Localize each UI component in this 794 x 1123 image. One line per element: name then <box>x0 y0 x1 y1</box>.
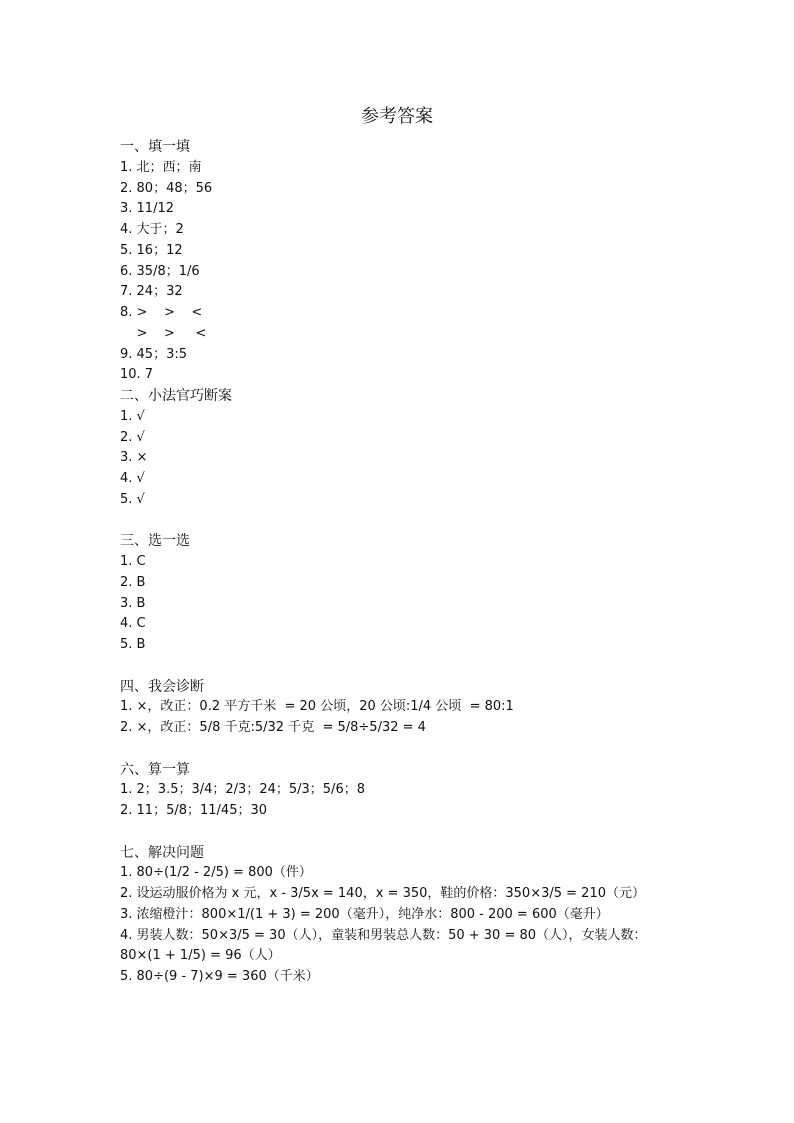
answer-line: 4. C <box>120 616 146 632</box>
answer-line: 2. B <box>120 574 146 590</box>
spacer <box>120 739 680 760</box>
answer-line: 6. 35/8；1/6 <box>120 263 200 279</box>
answer-line: 9. 45；3:5 <box>120 346 187 362</box>
answer-line: 1. 北；西；南 <box>120 159 202 175</box>
section-heading-multiple-choice: 三、选一选 <box>120 533 190 550</box>
spacer <box>120 511 680 532</box>
answer-line: 8. > > < <box>120 305 203 320</box>
answer-line: 2. 11；5/8；11/45；30 <box>120 803 268 818</box>
section-heading-calculate: 六、算一算 <box>120 761 190 778</box>
answer-line: 4. 大于；2 <box>120 222 184 237</box>
answer-line: 3. B <box>120 595 146 611</box>
answer-line: 5. B <box>120 637 146 652</box>
section-heading-fill-blanks: 一、填一填 <box>120 139 190 155</box>
answer-line: 5. 16；12 <box>120 242 183 258</box>
answer-line: 5. 80÷(9 - 7)×9 = 360（千米） <box>120 969 319 984</box>
answer-line: 4. √ <box>120 471 145 486</box>
answer-line: 1. C <box>120 554 146 569</box>
answer-line: 3. 浓缩橙汁：800×1/(1 + 3) = 200（毫升），纯净水：800 - 200 = 600（毫升） <box>120 906 609 922</box>
answer-line: 2. √ <box>120 429 145 445</box>
answer-line: 1. 2；3.5；3/4；2/3；24；5/3；5/6；8 <box>120 782 365 798</box>
answer-line: 10. 7 <box>120 367 154 383</box>
answer-content <box>120 137 680 988</box>
answer-line: 5. √ <box>120 491 145 507</box>
spacer <box>120 656 680 677</box>
answer-line: 1. ×，改正：0.2 平方千米 = 20 公顷，20 公顷:1/4 公顷 = 80:1 <box>120 699 514 715</box>
answer-line: 4. 男装人数：50×3/5 = 30（人），童装和男装总人数：50 + 30 = 80（人），女装人数：80×(1 + 1/5) = 96（人） <box>120 927 647 964</box>
answer-line: 2. ×，改正：5/8 千克:5/32 千克 = 5/8÷5/32 = 4 <box>120 720 426 735</box>
answer-line: 2. 设运动服价格为 x 元，x - 3/5x = 140，x = 350，鞋的价格：350×3/5 = 210（元） <box>120 886 645 901</box>
answer-line: 2. 80；48；56 <box>120 180 213 196</box>
answer-line: 3. × <box>120 450 148 466</box>
answer-line: 7. 24；32 <box>120 284 183 300</box>
answer-line: 3. 11/12 <box>120 201 174 217</box>
answer-line: 1. 80÷(1/2 - 2/5) = 800（件） <box>120 865 312 881</box>
section-heading-diagnose: 四、我会诊断 <box>120 678 204 695</box>
section-heading-word-problems: 七、解决问题 <box>120 844 204 861</box>
answer-line: > > < <box>120 325 207 341</box>
answer-line: 1. √ <box>120 408 145 424</box>
section-heading-true-false: 二、小法官巧断案 <box>120 388 232 404</box>
spacer <box>120 822 680 843</box>
page-title: 参考答案 <box>361 106 433 127</box>
